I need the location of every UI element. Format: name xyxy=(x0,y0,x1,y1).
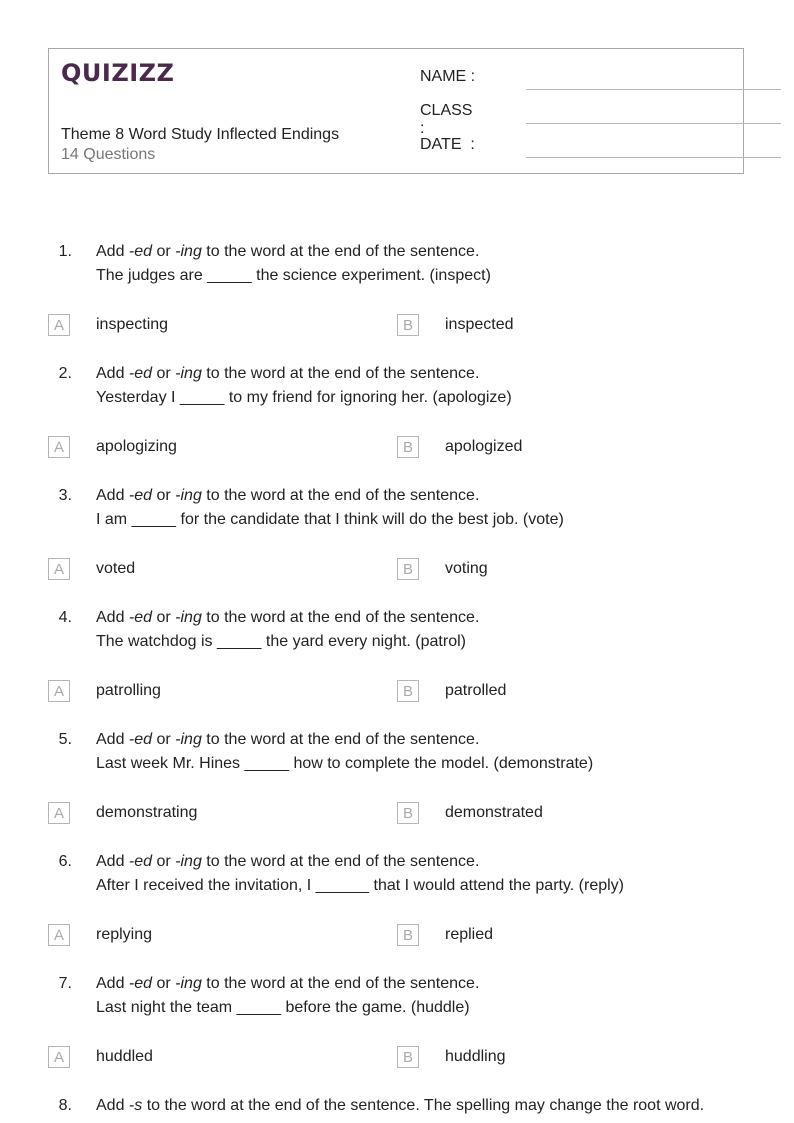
instruction-mid: or xyxy=(152,365,176,382)
option-letter-box[interactable]: A xyxy=(48,558,70,580)
date-line[interactable] xyxy=(526,157,781,158)
option-text: replying xyxy=(96,926,153,943)
instruction-s2: -ing xyxy=(175,975,202,992)
instruction-instr-post: to the word at the end of the sentence. xyxy=(201,365,480,382)
worksheet-title: Theme 8 Word Study Inflected Endings xyxy=(61,126,340,143)
instruction-mid: or xyxy=(152,609,176,626)
instruction-s1: -ed xyxy=(128,975,153,992)
option-letter-box[interactable]: B xyxy=(397,314,419,336)
question-text xyxy=(96,972,479,1020)
instruction-instr-pre: Add xyxy=(96,1097,129,1114)
quizizz-logo: QUIZIZZ xyxy=(61,59,175,87)
question-number: 7. xyxy=(58,975,72,992)
option-text: apologizing xyxy=(96,438,177,455)
instruction-instr-pre: Add xyxy=(96,853,129,870)
instruction-instr-post: to the word at the end of the sentence. xyxy=(201,609,480,626)
instruction-mid: or xyxy=(152,975,176,992)
option-text: huddled xyxy=(96,1048,153,1065)
option-letter-box[interactable]: B xyxy=(397,1046,419,1068)
option-letter-box[interactable]: A xyxy=(48,314,70,336)
question-instruction xyxy=(96,850,624,874)
instruction-instr-post: to the word at the end of the sentence. The spelling may change the root word. xyxy=(142,1097,705,1114)
option-letter-box[interactable]: B xyxy=(397,802,419,824)
instruction-instr-post: to the word at the end of the sentence. xyxy=(201,975,480,992)
instruction-instr-pre: Add xyxy=(96,487,129,504)
question-count: 14 Questions xyxy=(61,146,156,163)
question-instruction xyxy=(96,972,479,996)
option-letter-box[interactable]: A xyxy=(48,802,70,824)
date-label: DATE : xyxy=(420,136,475,153)
option-letter-box[interactable]: B xyxy=(397,436,419,458)
instruction-s2: -ing xyxy=(175,487,202,504)
question-text xyxy=(96,362,512,410)
option-letter-box[interactable]: A xyxy=(48,924,70,946)
question-text xyxy=(96,606,479,654)
question-text xyxy=(96,240,491,288)
question-instruction xyxy=(96,606,479,630)
name-line[interactable] xyxy=(526,89,781,90)
instruction-instr-post: to the word at the end of the sentence. xyxy=(201,731,480,748)
class-field[interactable] xyxy=(420,102,478,138)
option-text: inspected xyxy=(445,316,514,333)
option-letter-box[interactable]: A xyxy=(48,1046,70,1068)
question-number: 5. xyxy=(58,731,72,748)
question-sentence: The judges are _____ the science experiment. (inspect) xyxy=(96,267,491,284)
question-text xyxy=(96,728,593,776)
option-letter-box[interactable]: B xyxy=(397,924,419,946)
instruction-instr-pre: Add xyxy=(96,731,129,748)
question-instruction xyxy=(96,362,512,386)
option-text: patrolling xyxy=(96,682,161,699)
class-line[interactable] xyxy=(526,123,781,124)
option-letter-box[interactable]: B xyxy=(397,680,419,702)
instruction-s2: -ing xyxy=(175,853,202,870)
date-field[interactable] xyxy=(420,136,478,154)
question-instruction xyxy=(96,484,564,508)
name-label: NAME : xyxy=(420,68,476,85)
option-text: demonstrating xyxy=(96,804,198,821)
question-number: 1. xyxy=(58,243,72,260)
option-letter-box[interactable]: A xyxy=(48,680,70,702)
question-sentence: Yesterday I _____ to my friend for ignoring her. (apologize) xyxy=(96,389,512,406)
instruction-s1: -s xyxy=(128,1097,143,1114)
question-sentence: After I received the invitation, I ______ that I would attend the party. (reply) xyxy=(96,877,624,894)
name-field[interactable] xyxy=(420,68,478,86)
option-text: replied xyxy=(445,926,494,943)
instruction-instr-pre: Add xyxy=(96,243,129,260)
instruction-instr-post: to the word at the end of the sentence. xyxy=(201,487,480,504)
instruction-mid: or xyxy=(152,243,176,260)
option-text: patrolled xyxy=(445,682,507,699)
question-sentence: Last night the team _____ before the game. (huddle) xyxy=(96,999,470,1016)
question-sentence: The watchdog is _____ the yard every night. (patrol) xyxy=(96,633,466,650)
instruction-instr-pre: Add xyxy=(96,975,129,992)
instruction-mid: or xyxy=(152,487,176,504)
instruction-s1: -ed xyxy=(128,609,153,626)
question-number: 6. xyxy=(58,853,72,870)
question-text xyxy=(96,1094,704,1118)
question-sentence: I am _____ for the candidate that I think will do the best job. (vote) xyxy=(96,511,564,528)
question-instruction xyxy=(96,240,491,264)
instruction-s1: -ed xyxy=(128,487,153,504)
question-number: 3. xyxy=(58,487,72,504)
instruction-s2: -ing xyxy=(175,243,202,260)
option-text: voting xyxy=(445,560,488,577)
question-text xyxy=(96,484,564,532)
class-label: CLASS : xyxy=(420,102,473,137)
instruction-instr-pre: Add xyxy=(96,609,129,626)
instruction-instr-post: to the word at the end of the sentence. xyxy=(201,243,480,260)
option-text: inspecting xyxy=(96,316,169,333)
question-sentence: Last week Mr. Hines _____ how to complete the model. (demonstrate) xyxy=(96,755,594,772)
instruction-s2: -ing xyxy=(175,731,202,748)
option-letter-box[interactable]: B xyxy=(397,558,419,580)
instruction-mid: or xyxy=(152,853,176,870)
instruction-s1: -ed xyxy=(128,365,153,382)
option-letter-box[interactable]: A xyxy=(48,436,70,458)
option-text: demonstrated xyxy=(445,804,543,821)
worksheet-header xyxy=(48,48,744,174)
instruction-s2: -ing xyxy=(175,609,202,626)
instruction-s2: -ing xyxy=(175,365,202,382)
instruction-mid: or xyxy=(152,731,176,748)
instruction-s1: -ed xyxy=(128,731,153,748)
instruction-instr-post: to the word at the end of the sentence. xyxy=(201,853,480,870)
question-instruction xyxy=(96,1094,704,1118)
question-number: 4. xyxy=(58,609,72,626)
question-number: 2. xyxy=(58,365,72,382)
option-text: apologized xyxy=(445,438,523,455)
instruction-instr-pre: Add xyxy=(96,365,129,382)
option-text: huddling xyxy=(445,1048,506,1065)
option-text: voted xyxy=(96,560,136,577)
instruction-s1: -ed xyxy=(128,243,153,260)
instruction-s1: -ed xyxy=(128,853,153,870)
question-number: 8. xyxy=(58,1097,72,1114)
question-text xyxy=(96,850,624,898)
question-instruction xyxy=(96,728,593,752)
